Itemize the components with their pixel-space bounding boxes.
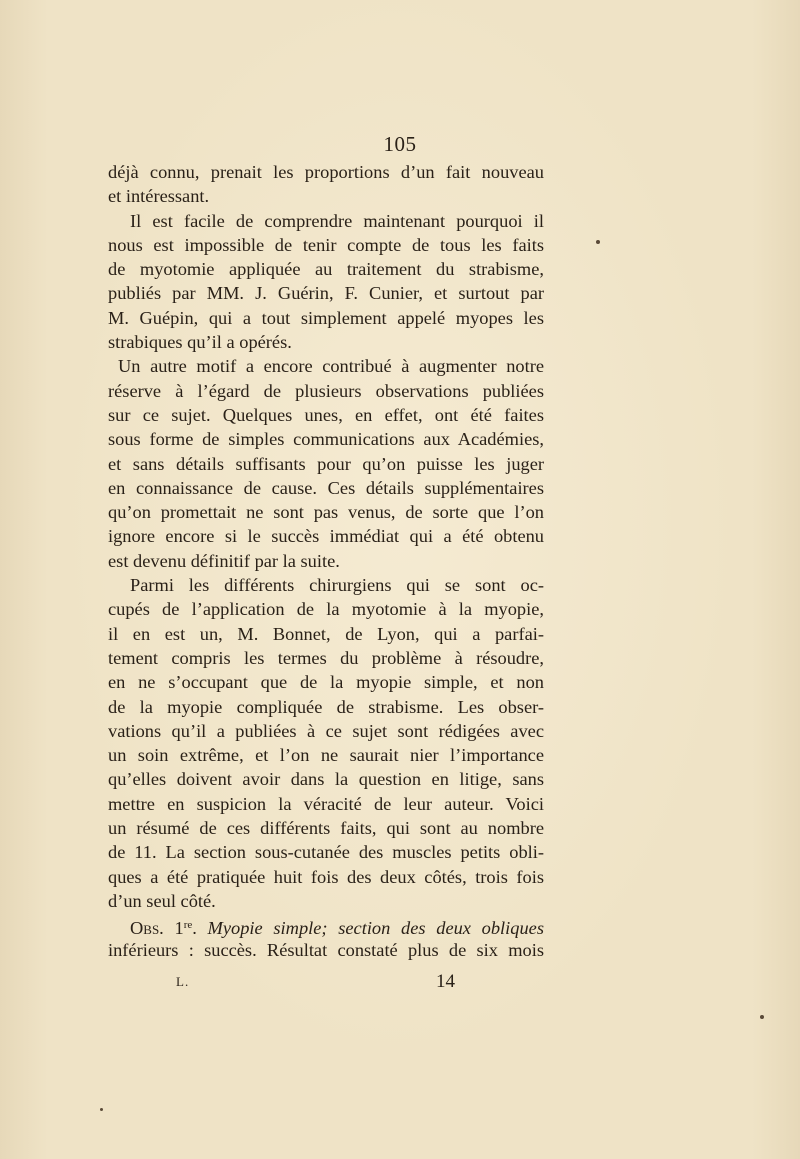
text-line: qu’on promettait ne sont pas venus, de sorte que l’on xyxy=(108,502,544,523)
obs-number: 1 xyxy=(174,918,184,939)
text-line: ques a été pratiquée huit fois des deux côtés, trois fois xyxy=(108,866,544,887)
text-line: M. Guépin, qui a tout simplement appelé myopes les xyxy=(108,307,544,328)
text-line: et intéressant. xyxy=(108,186,210,207)
text-line: vations qu’il a publiées à ce sujet sont rédigées avec xyxy=(108,720,544,741)
text-line: d’un seul côté. xyxy=(108,890,216,911)
text-line: de 11. La section sous-cutanée des muscles petits obli- xyxy=(108,842,544,863)
page-number: 105 xyxy=(383,132,417,156)
text-line: un résumé de ces différents faits, qui sont au nombre xyxy=(108,818,544,839)
paper-speck xyxy=(100,1108,103,1111)
text-line: en connaissance de cause. Ces détails supplémentaires xyxy=(108,477,544,498)
text-line: il en est un, M. Bonnet, de Lyon, qui a parfai- xyxy=(108,623,544,644)
obs-number-sup: re xyxy=(183,919,193,932)
text-line: de myotomie appliquée au traitement du strabisme, xyxy=(108,259,544,280)
text-line: de la myopie compliquée de strabisme. Les obser- xyxy=(108,696,544,717)
paper-speck xyxy=(760,1015,764,1019)
text-line: et sans détails suffisants pour qu’on puisse les juger xyxy=(108,453,544,474)
text-line: cupés de l’application de la myotomie à la myopie, xyxy=(108,599,544,620)
text-line: publiés par MM. J. Guérin, F. Cunier, et surtout par xyxy=(108,283,544,304)
text-line: qu’elles doivent avoir dans la question en litige, sans xyxy=(108,769,544,790)
text-line: ignore encore si le succès immédiat qui a été obtenu xyxy=(108,526,544,547)
obs-prefix: Obs. xyxy=(130,918,164,939)
text-line: en ne s’occupant que de la myopie simple, et non xyxy=(108,672,544,693)
signature-number: 14 xyxy=(436,971,455,992)
text-line: sous forme de simples communications aux Académies, xyxy=(108,429,544,450)
text-line: nous est impossible de tenir compte de tous les faits xyxy=(108,234,544,255)
text-line: mettre en suspicion la véracité de leur auteur. Voici xyxy=(108,793,544,814)
observation-heading-cont: inférieurs : succès. Résultat constaté plus de six mois xyxy=(108,939,544,960)
text-line: un soin extrême, et l’on ne saurait nier l’importance xyxy=(108,745,544,766)
text-line: sur ce sujet. Quelques unes, en effet, ont été faites xyxy=(108,404,544,425)
text-line: Un autre motif a encore contribué à augmenter notre xyxy=(118,356,544,377)
text-line: Il est facile de comprendre maintenant pourquoi il xyxy=(130,210,544,231)
page-footer xyxy=(0,970,800,994)
text-line: déjà connu, prenait les proportions d’un fait nouveau xyxy=(108,162,544,182)
obs-title: Myopie simple; section des deux obliques xyxy=(207,918,544,939)
text-line: tement compris les termes du problème à résoudre, xyxy=(108,647,544,668)
text-line: réserve à l’égard de plusieurs observations publiées xyxy=(108,380,544,401)
text-line: Parmi les différents chirurgiens qui se sont oc- xyxy=(130,575,544,596)
paper-speck xyxy=(596,240,600,244)
text-line: strabiques qu’il a opérés. xyxy=(108,332,292,353)
body-text xyxy=(108,160,544,962)
observation-heading: Obs. 1re. Myopie simple; section des deux obliques xyxy=(130,918,544,939)
text-line: est devenu définitif par la suite. xyxy=(108,550,340,571)
signature-mark: L. xyxy=(176,974,190,989)
